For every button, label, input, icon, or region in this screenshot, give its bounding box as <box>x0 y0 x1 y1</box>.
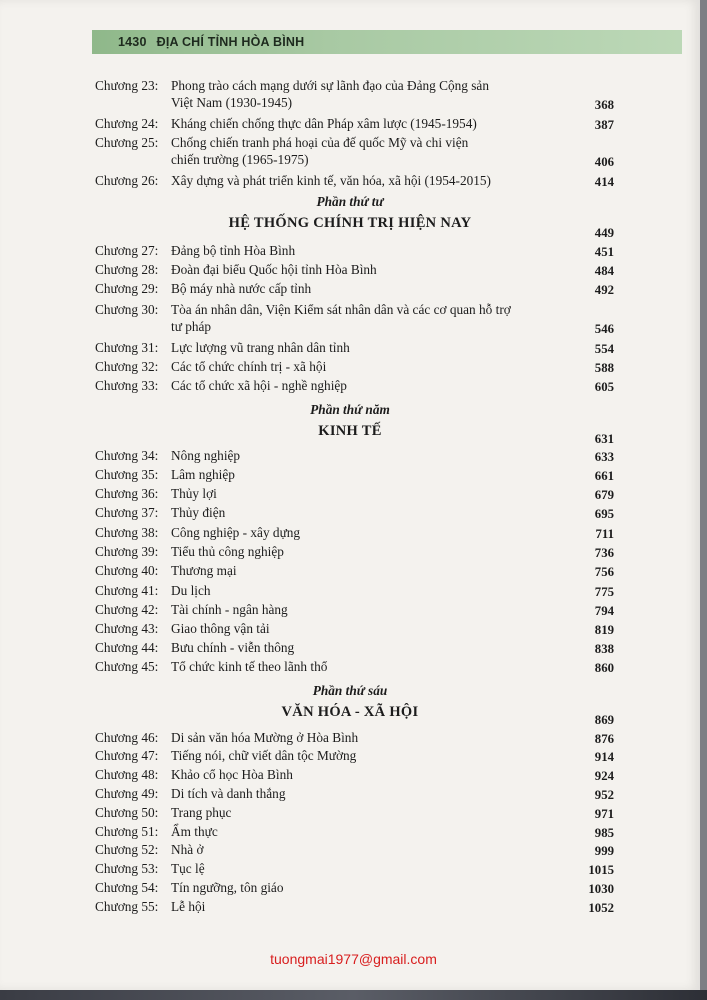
toc-page-number: 1015 <box>588 863 614 877</box>
toc-page-number: 736 <box>594 546 614 560</box>
toc-chapter-label: Chương 34: <box>95 448 159 463</box>
toc-chapter-title: Phong trào cách mạng dưới sự lãnh đạo của Đảng Cộng sản <box>171 78 489 93</box>
toc-page-number: 1030 <box>588 882 614 896</box>
toc-page-number: 914 <box>594 750 614 764</box>
toc-chapter-title: Các tổ chức xã hội - nghề nghiệp <box>171 378 347 393</box>
toc-page-number: 387 <box>594 118 614 132</box>
toc-chapter-label: Chương 32: <box>95 359 159 374</box>
toc-chapter-title: tư pháp <box>171 319 212 334</box>
toc-page-number: 999 <box>594 844 614 858</box>
toc-chapter-title: Bộ máy nhà nước cấp tỉnh <box>171 281 312 296</box>
toc-page-number: 406 <box>594 155 614 169</box>
toc-chapter-title: Lực lượng vũ trang nhân dân tỉnh <box>171 340 350 355</box>
toc-chapter-label: Chương 48: <box>95 767 159 782</box>
toc-page-number: 633 <box>594 450 614 464</box>
toc-chapter-label: Chương 51: <box>95 824 159 839</box>
toc-chapter-title: Tòa án nhân dân, Viện Kiểm sát nhân dân và các cơ quan hỗ trợ <box>171 302 511 317</box>
toc-chapter-title: Bưu chính - viễn thông <box>171 640 295 655</box>
toc-page-number: 819 <box>594 623 614 637</box>
toc-chapter-title: Giao thông vận tải <box>171 621 270 636</box>
toc-chapter-title: Du lịch <box>171 583 211 598</box>
toc-chapter-label: Chương 38: <box>95 525 159 540</box>
toc-chapter-title: Tín ngưỡng, tôn giáo <box>171 880 284 895</box>
toc-chapter-title: Di tích và danh thắng <box>171 786 286 801</box>
toc-chapter-title: Các tổ chức chính trị - xã hội <box>171 359 327 374</box>
toc-chapter-label: Chương 36: <box>95 486 159 501</box>
toc-page-number: 860 <box>594 661 614 675</box>
toc-chapter-label: Chương 53: <box>95 861 159 876</box>
part-six-label: Phần thứ sáu <box>312 683 388 698</box>
scan-bottom-edge <box>0 990 707 1000</box>
part-four-title: HỆ THỐNG CHÍNH TRỊ HIỆN NAY <box>228 215 472 231</box>
toc-page-number: 492 <box>594 283 614 297</box>
toc-chapter-label: Chương 44: <box>95 640 159 655</box>
toc-chapter-title: Di sản văn hóa Mường ở Hòa Bình <box>171 730 359 745</box>
part-four-label: Phần thứ tư <box>316 194 384 209</box>
toc-chapter-label: Chương 42: <box>95 602 159 617</box>
toc-page-number: 924 <box>594 769 614 783</box>
toc-chapter-title: Xây dựng và phát triển kinh tế, văn hóa, xã hội (1954-2015) <box>171 173 491 188</box>
toc-page-number: 756 <box>594 565 614 579</box>
toc-page-number: 775 <box>594 585 614 599</box>
toc-chapter-label: Chương 43: <box>95 621 159 636</box>
toc-chapter-label: Chương 54: <box>95 880 159 895</box>
toc-page-number: 838 <box>594 642 614 656</box>
toc-chapter-label: Chương 25: <box>95 135 159 150</box>
toc-chapter-label: Chương 45: <box>95 659 159 674</box>
toc-chapter-title: chiến trường (1965-1975) <box>171 152 309 167</box>
toc-chapter-title: Trang phục <box>171 805 232 820</box>
toc-chapter-label: Chương 23: <box>95 78 159 93</box>
toc-page-number: 484 <box>594 264 614 278</box>
toc-page-number: 414 <box>594 175 614 189</box>
toc-chapter-label: Chương 26: <box>95 173 159 188</box>
part-five-label: Phần thứ năm <box>310 402 390 417</box>
toc-chapter-title: Thủy lợi <box>171 486 217 501</box>
toc-chapter-label: Chương 46: <box>95 730 159 745</box>
toc-chapter-title: Lâm nghiệp <box>171 467 235 482</box>
toc-page-number: 661 <box>594 469 614 483</box>
part-six-title: VĂN HÓA - XÃ HỘI <box>281 704 419 720</box>
toc-page-number: 695 <box>594 507 614 521</box>
toc-chapter-title: Kháng chiến chống thực dân Pháp xâm lược (1945-1954) <box>171 116 477 131</box>
toc-chapter-label: Chương 29: <box>95 281 159 296</box>
toc-chapter-label: Chương 35: <box>95 467 159 482</box>
toc-chapter-title: Chống chiến tranh phá hoại của đế quốc Mỹ và chi viện <box>171 135 469 150</box>
part-five-page: 631 <box>594 432 614 446</box>
toc-chapter-label: Chương 28: <box>95 262 159 277</box>
toc-page-number: 679 <box>594 488 614 502</box>
toc-chapter-title: Công nghiệp - xây dựng <box>171 525 301 540</box>
toc-page-number: 546 <box>594 322 614 336</box>
toc-chapter-label: Chương 49: <box>95 786 159 801</box>
part-five-title: KINH TẾ <box>318 423 382 439</box>
toc-chapter-title: Tiếng nói, chữ viết dân tộc Mường <box>171 748 357 763</box>
toc-page-number: 794 <box>594 604 614 618</box>
toc-page-number: 588 <box>594 361 614 375</box>
part-six-page: 869 <box>594 713 614 727</box>
toc-chapter-label: Chương 24: <box>95 116 159 131</box>
toc-page-number: 876 <box>594 732 614 746</box>
header-page-number: 1430 <box>118 35 147 49</box>
toc-chapter-label: Chương 52: <box>95 842 159 857</box>
toc-page-number: 985 <box>594 826 614 840</box>
toc-chapter-title: Nhà ở <box>171 842 204 857</box>
toc-chapter-title: Ẩm thực <box>171 824 218 839</box>
toc-chapter-title: Thương mại <box>171 563 237 578</box>
toc-chapter-title: Tiểu thủ công nghiệp <box>171 544 284 559</box>
toc-chapter-label: Chương 50: <box>95 805 159 820</box>
toc-chapter-title: Đảng bộ tỉnh Hòa Bình <box>171 243 296 258</box>
toc-chapter-label: Chương 40: <box>95 563 159 578</box>
toc-chapter-label: Chương 30: <box>95 302 159 317</box>
toc-chapter-title: Đoàn đại biểu Quốc hội tỉnh Hòa Bình <box>171 262 377 277</box>
toc-page-number: 605 <box>594 380 614 394</box>
toc-chapter-title: Nông nghiệp <box>171 448 241 463</box>
toc-chapter-label: Chương 47: <box>95 748 159 763</box>
toc-page-number: 711 <box>595 527 614 541</box>
toc-chapter-title: Tổ chức kinh tế theo lãnh thổ <box>171 659 328 674</box>
toc-chapter-label: Chương 39: <box>95 544 159 559</box>
toc-chapter-label: Chương 37: <box>95 505 159 520</box>
toc-chapter-label: Chương 33: <box>95 378 159 393</box>
toc-chapter-label: Chương 41: <box>95 583 159 598</box>
toc-page-number: 368 <box>594 98 614 112</box>
toc-chapter-label: Chương 31: <box>95 340 159 355</box>
toc-chapter-title: Thủy điện <box>171 505 226 520</box>
toc-chapter-title: Lễ hội <box>171 899 206 914</box>
toc-page-number: 554 <box>594 342 614 356</box>
toc-chapter-title: Tài chính - ngân hàng <box>171 602 288 617</box>
toc-page-number: 971 <box>594 807 614 821</box>
header-book-title: ĐỊA CHÍ TỈNH HÒA BÌNH <box>156 35 305 49</box>
toc-chapter-title: Việt Nam (1930-1945) <box>171 95 293 110</box>
watermark-email: tuongmai1977@gmail.com <box>270 951 437 967</box>
part-four-page: 449 <box>594 226 614 240</box>
toc-page-number: 952 <box>594 788 614 802</box>
toc-chapter-label: Chương 55: <box>95 899 159 914</box>
toc-page-number: 451 <box>594 245 614 259</box>
toc-page-number: 1052 <box>588 901 614 915</box>
toc-chapter-title: Tục lệ <box>171 861 205 876</box>
toc-chapter-label: Chương 27: <box>95 243 159 258</box>
toc-chapter-title: Khảo cổ học Hòa Bình <box>171 767 293 782</box>
